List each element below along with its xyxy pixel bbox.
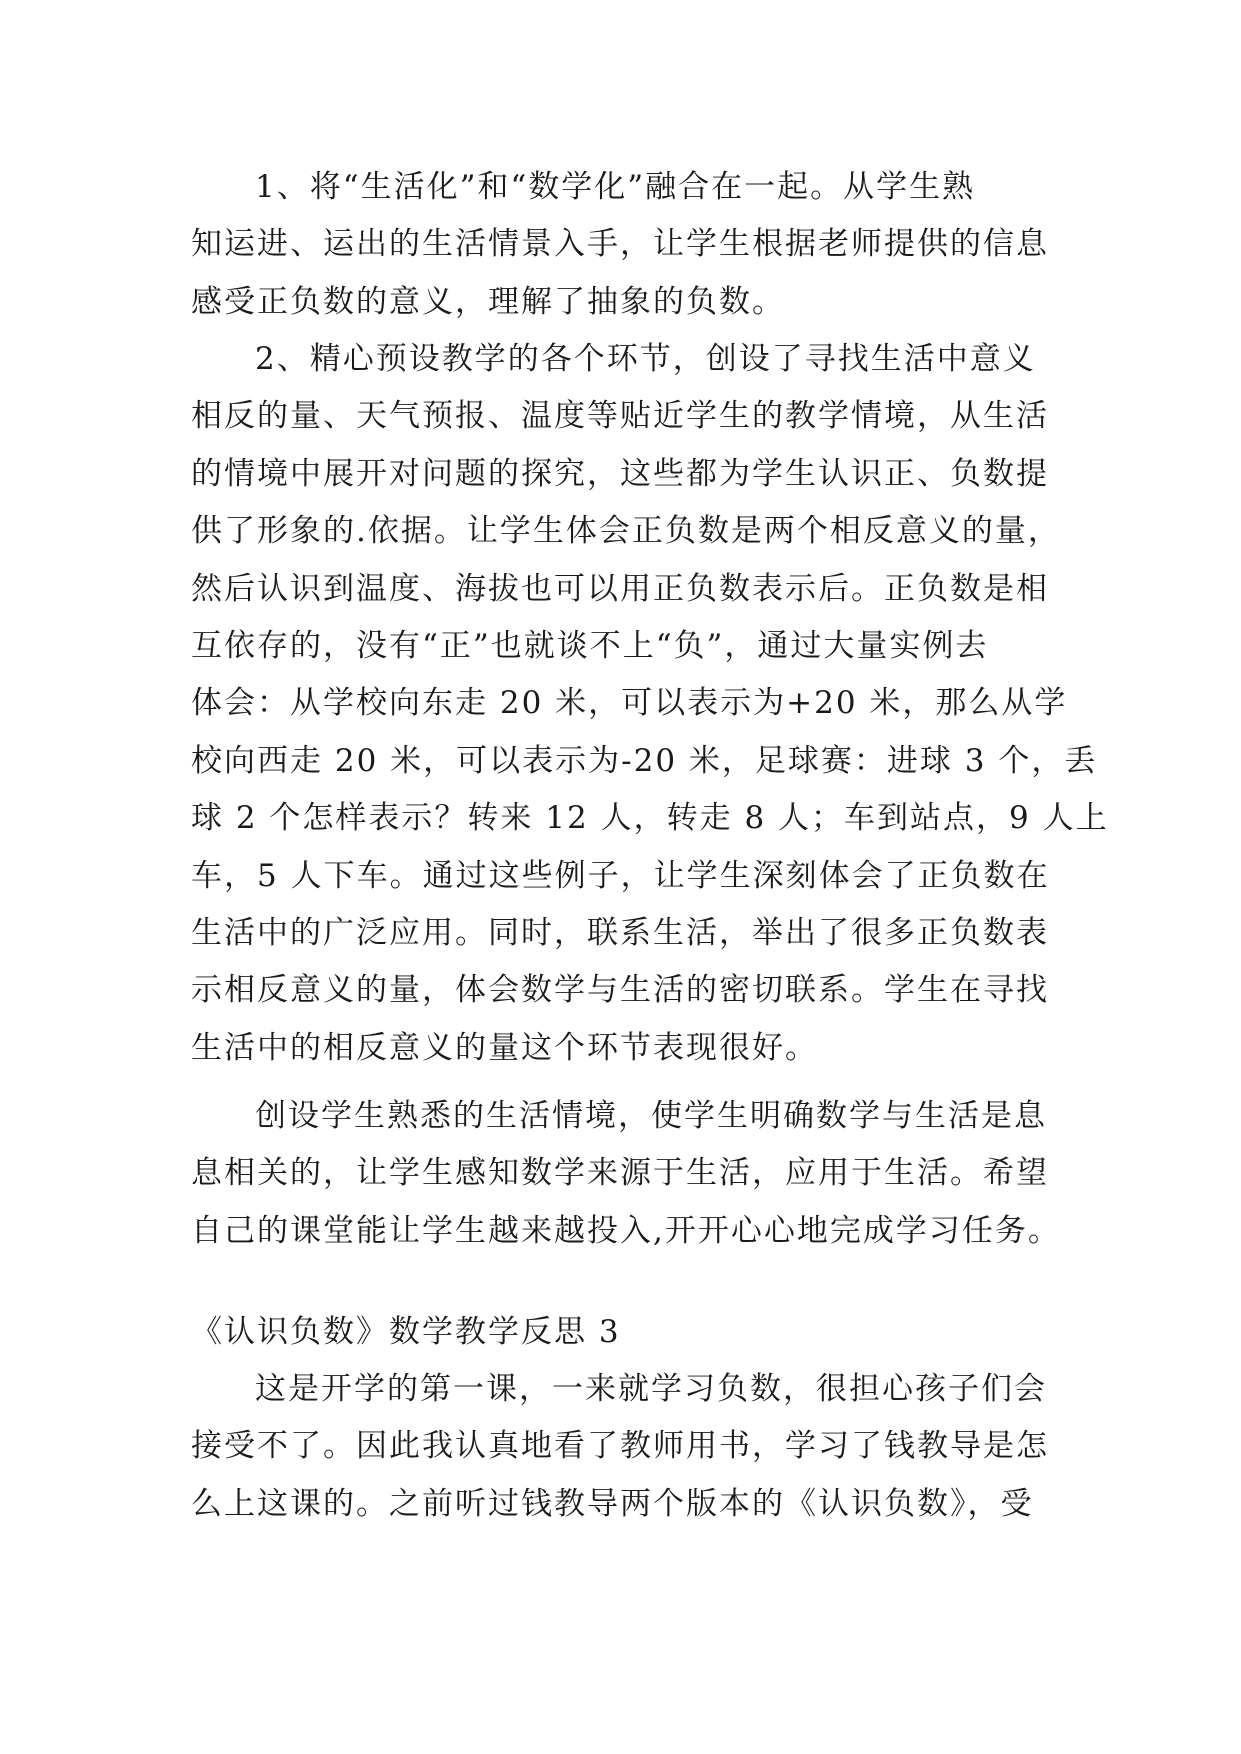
text-line: 车，5 人下车。通过这些例子，让学生深刻体会了正负数在 xyxy=(191,857,1050,894)
text-line: 息相关的，让学生感知数学来源于生活，应用于生活。希望 xyxy=(191,1155,1049,1192)
text-line: 接受不了。因此我认真地看了教师用书，学习了钱教导是怎 xyxy=(191,1428,1049,1465)
text-line: 的情境中展开对问题的探究，这些都为学生认识正、负数提 xyxy=(191,455,1049,492)
section-heading xyxy=(191,1304,1051,1361)
text-line: 然后认识到温度、海拔也可以用正负数表示后。正负数是相 xyxy=(191,570,1049,607)
paragraph xyxy=(191,159,1051,331)
text-line: 自己的课堂能让学生越来越投入,开开心心地完成学习任务。 xyxy=(191,1212,1061,1249)
text-line: 示相反意义的量，体会数学与生活的密切联系。学生在寻找 xyxy=(191,972,1049,1009)
paragraph xyxy=(191,1361,1051,1533)
text-line: 感受正负数的意义，理解了抽象的负数。 xyxy=(191,283,785,320)
heading-text: 《认识负数》数学教学反思 3 xyxy=(191,1314,621,1350)
text-line: 球 2 个怎样表示？转来 12 人，转走 8 人；车到站点，9 人上 xyxy=(191,800,1109,837)
text-line: 1、将“生活化”和“数学化”融合在一起。从学生熟 xyxy=(255,169,976,205)
text-line: 么上这课的。之前听过钱教导两个版本的《认识负数》，受 xyxy=(191,1485,1034,1522)
paragraph xyxy=(191,1088,1061,1260)
text-line: 相反的量、天气预报、温度等贴近学生的教学情境，从生活 xyxy=(191,398,1049,435)
text-line: 知运进、运出的生活情景入手，让学生根据老师提供的信息 xyxy=(191,226,1049,263)
text-line: 这是开学的第一课，一来就学习负数，很担心孩子们会 xyxy=(255,1371,1047,1407)
text-line: 生活中的广泛应用。同时，联系生活，举出了很多正负数表 xyxy=(191,914,1049,951)
text-line: 生活中的相反意义的量这个环节表现很好。 xyxy=(191,1029,818,1066)
text-line: 体会：从学校向东走 20 米，可以表示为+20 米，那么从学 xyxy=(191,685,1068,722)
paragraph xyxy=(191,331,1109,1077)
text-line: 2、精心预设教学的各个环节，创设了寻找生活中意义 xyxy=(255,341,1036,377)
text-line: 校向西走 20 米，可以表示为-20 米，足球赛：进球 3 个，丢 xyxy=(191,742,1098,779)
text-line: 创设学生熟悉的生活情境，使学生明确数学与生活是息 xyxy=(255,1098,1047,1134)
text-line: 供了形象的.依据。让学生体会正负数是两个相反意义的量， xyxy=(191,513,1061,550)
text-line: 互依存的，没有“正”也就谈不上“负”，通过大量实例去 xyxy=(191,627,989,664)
